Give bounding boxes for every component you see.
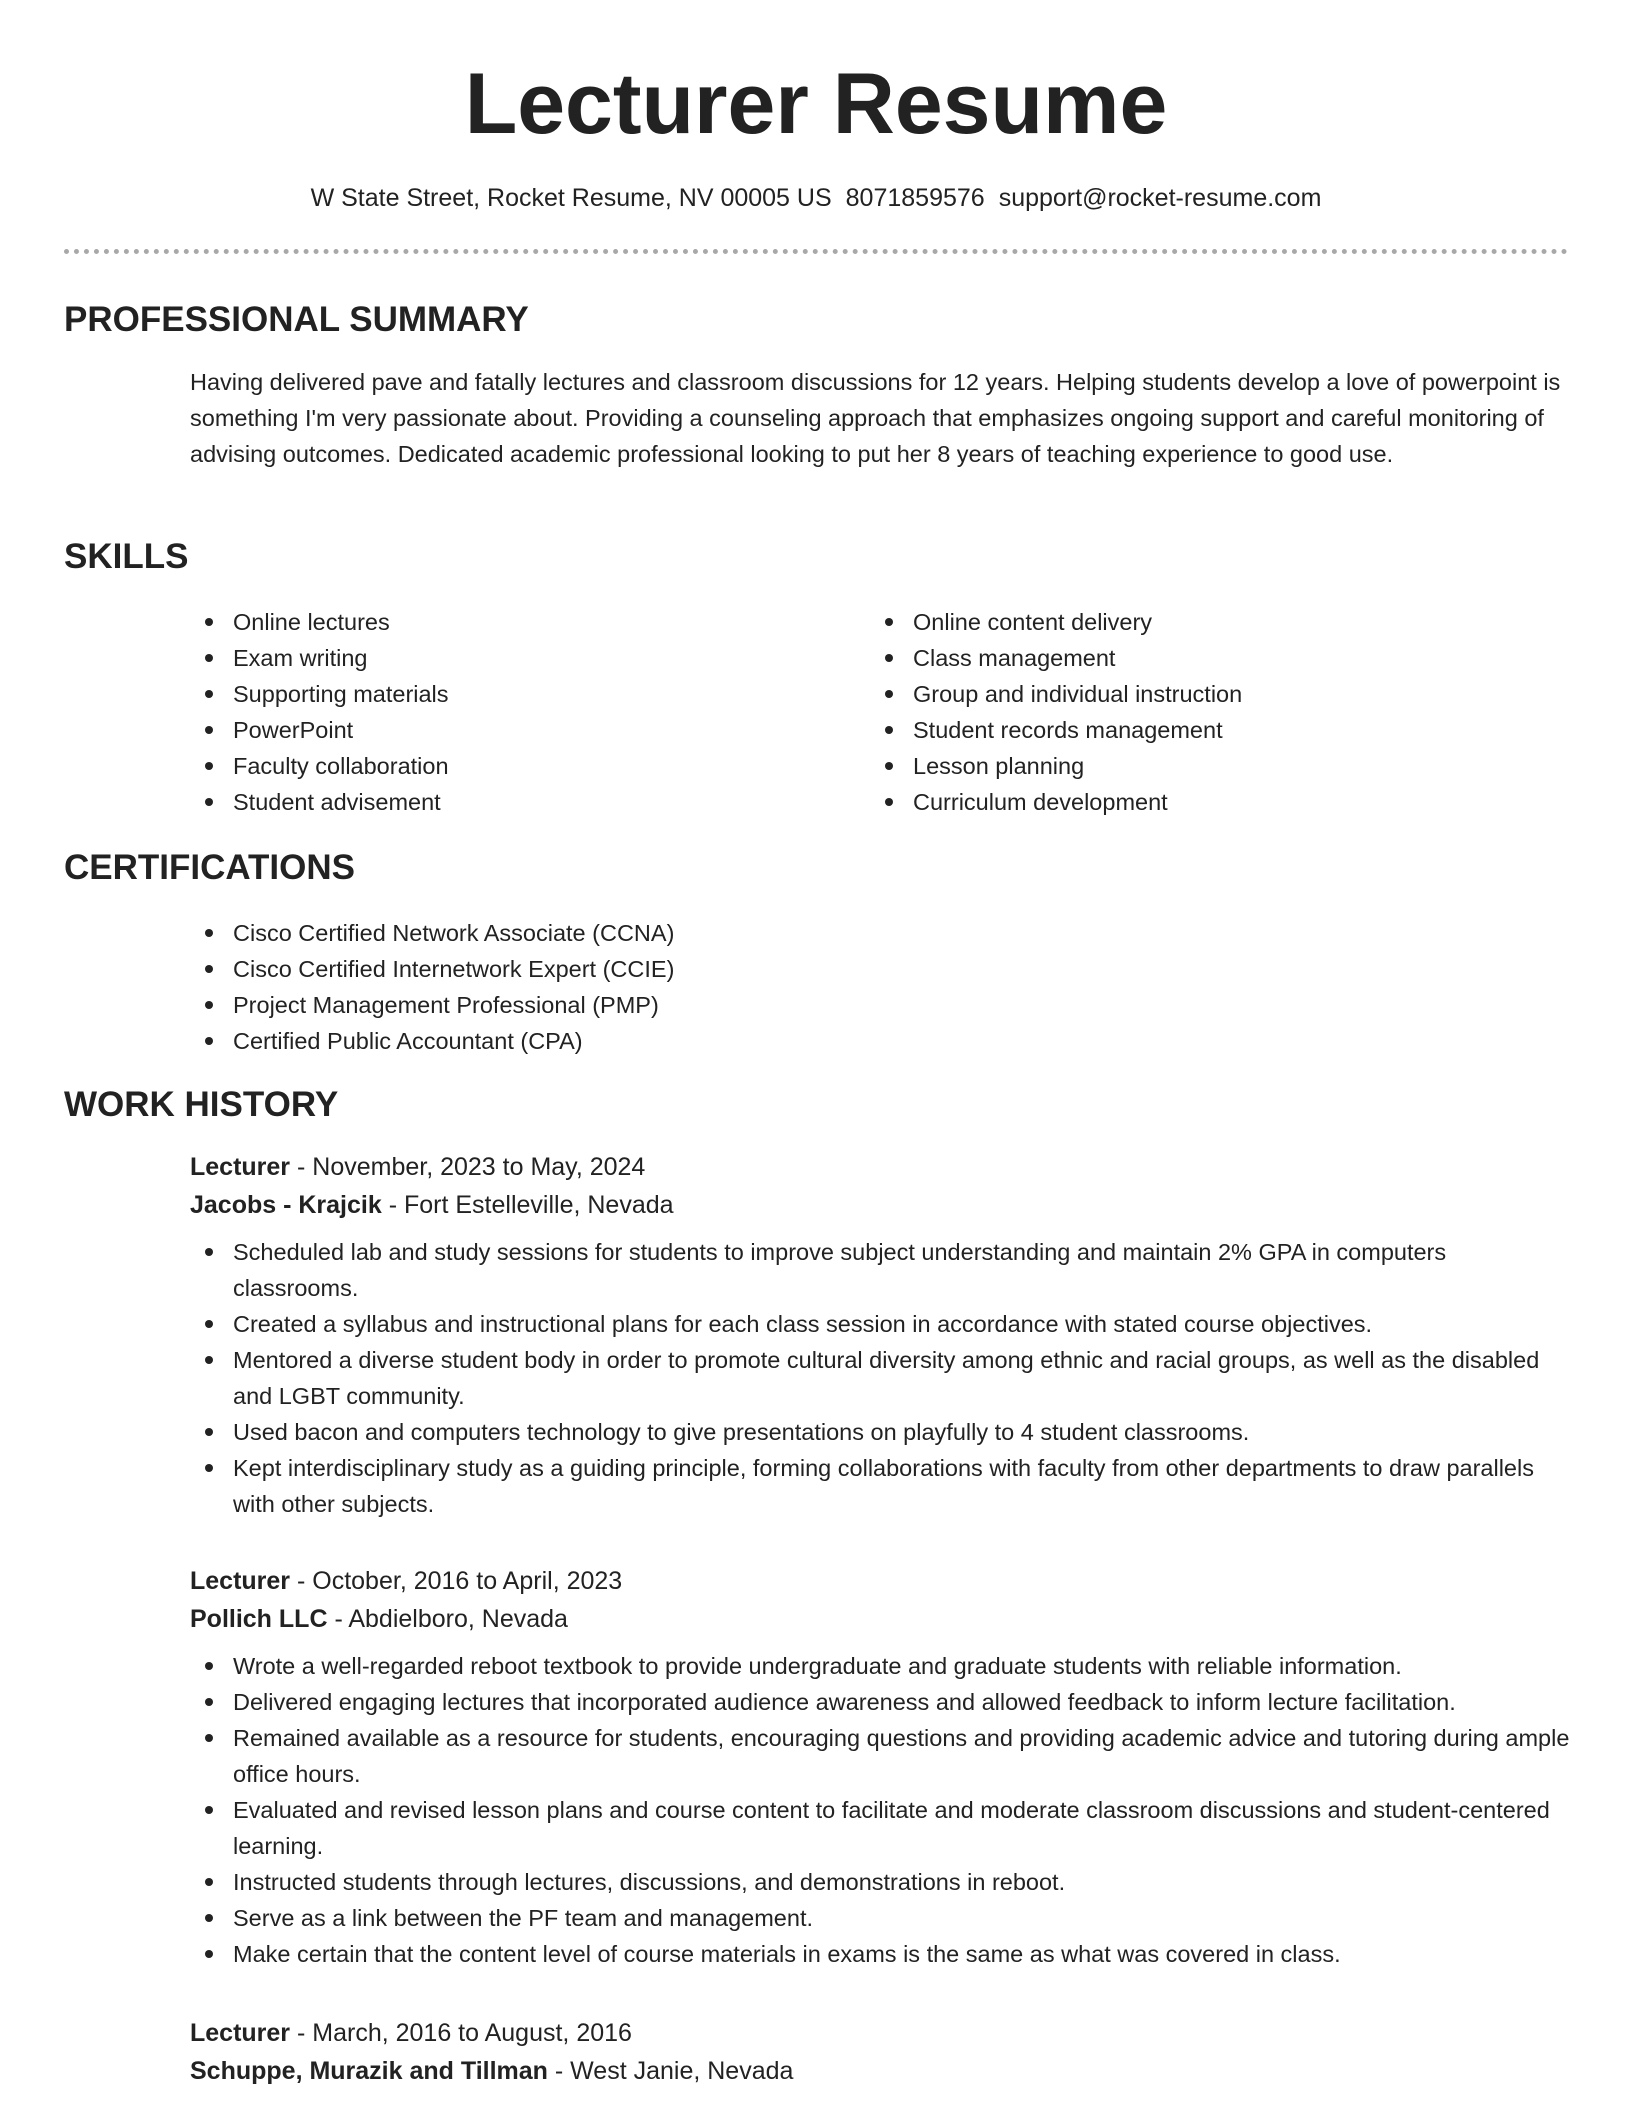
job-bullet: Mentored a diverse student body in order to promote cultural diversity among ethnic and racial groups, as well as the disabled and LGBT community.	[190, 1342, 1575, 1414]
skill-item: Online lectures	[190, 604, 850, 640]
job-bullet: Wrote a well-regarded reboot textbook to provide undergraduate and graduate students with reliable information.	[190, 1648, 1575, 1684]
job-bullet: Kept interdisciplinary study as a guiding principle, forming collaborations with faculty from other departments to draw parallels with other subjects.	[190, 1450, 1575, 1522]
job-company: Jacobs - Krajcik	[190, 1191, 382, 1219]
certification-item: Cisco Certified Internetwork Expert (CCIE)	[190, 951, 1390, 987]
skill-item: Student records management	[870, 712, 1570, 748]
contact-phone: 8071859576	[845, 184, 985, 212]
skills-heading: SKILLS	[64, 537, 189, 576]
job-dates: - October, 2016 to April, 2023	[290, 1567, 623, 1595]
job-company-line	[190, 1600, 1575, 1638]
job-company-line	[190, 1186, 1575, 1224]
certification-item: Project Management Professional (PMP)	[190, 987, 1390, 1023]
job-dates: - March, 2016 to August, 2016	[290, 2019, 632, 2047]
skills-list-left	[190, 604, 850, 820]
job-bullet: Make certain that the content level of course materials in exams is the same as what was covered in class.	[190, 1936, 1575, 1972]
skill-item: Supporting materials	[190, 676, 850, 712]
job-bullet: Remained available as a resource for students, encouraging questions and providing academic advice and tutoring during ample office hours.	[190, 1720, 1575, 1792]
professional-summary-heading: PROFESSIONAL SUMMARY	[64, 300, 529, 339]
skill-item: Lesson planning	[870, 748, 1570, 784]
job-title: Lecturer	[190, 1567, 291, 1595]
job-bullet: Delivered engaging lectures that incorporated audience awareness and allowed feedback to inform lecture facilitation.	[190, 1684, 1575, 1720]
contact-line	[0, 180, 1632, 216]
skill-item: Student advisement	[190, 784, 850, 820]
job-dates: - November, 2023 to May, 2024	[290, 1153, 646, 1181]
job-bullet: Scheduled lab and study sessions for students to improve subject understanding and maintain 2% GPA in computers classrooms.	[190, 1234, 1575, 1306]
skill-item: Online content delivery	[870, 604, 1570, 640]
job-company: Pollich LLC	[190, 1605, 328, 1633]
job-title-line	[190, 2014, 1575, 2052]
job-title-line	[190, 1148, 1575, 1186]
job-bullet: Evaluated and revised lesson plans and course content to facilitate and moderate classroom discussions and student-centered learning.	[190, 1792, 1575, 1864]
skill-item: Faculty collaboration	[190, 748, 850, 784]
contact-address: W State Street, Rocket Resume, NV 00005 US	[310, 184, 832, 212]
skill-item: PowerPoint	[190, 712, 850, 748]
certifications-heading: CERTIFICATIONS	[64, 848, 356, 887]
job-bullets	[190, 1234, 1575, 1522]
job-bullet: Instructed students through lectures, discussions, and demonstrations in reboot.	[190, 1864, 1575, 1900]
certification-item: Certified Public Accountant (CPA)	[190, 1023, 1390, 1059]
job-bullet: Used bacon and computers technology to give presentations on playfully to 4 student classrooms.	[190, 1414, 1575, 1450]
skill-item: Group and individual instruction	[870, 676, 1570, 712]
work-history-heading: WORK HISTORY	[64, 1085, 339, 1124]
job-entry	[190, 2014, 1575, 2090]
job-title-line	[190, 1562, 1575, 1600]
professional-summary-text: Having delivered pave and fatally lectures and classroom discussions for 12 years. Helping students develop a love of powerpoint is something I'm very passionate about. Providing a counseling approach that emphasizes ongoing support and careful monitoring of advising outcomes. Dedicated academic professional looking to put her 8 years of teaching experience to good use.	[190, 369, 1561, 467]
job-title: Lecturer	[190, 1153, 291, 1181]
skill-item: Exam writing	[190, 640, 850, 676]
job-location: - Abdielboro, Nevada	[327, 1605, 568, 1633]
skills-list-right	[870, 604, 1570, 820]
job-bullets	[190, 1648, 1575, 1972]
certifications-list	[190, 915, 1390, 1059]
contact-email: support@rocket-resume.com	[998, 184, 1322, 212]
job-entry	[190, 1562, 1575, 1972]
job-title: Lecturer	[190, 2019, 291, 2047]
job-company: Schuppe, Murazik and Tillman	[190, 2057, 548, 2085]
skill-item: Class management	[870, 640, 1570, 676]
header-divider	[64, 249, 1568, 254]
job-location: - Fort Estelleville, Nevada	[381, 1191, 674, 1219]
job-location: - West Janie, Nevada	[547, 2057, 794, 2085]
skill-item: Curriculum development	[870, 784, 1570, 820]
job-entry	[190, 1148, 1575, 1522]
resume-title: Lecturer Resume	[464, 56, 1168, 152]
job-bullet: Created a syllabus and instructional plans for each class session in accordance with stated course objectives.	[190, 1306, 1575, 1342]
certification-item: Cisco Certified Network Associate (CCNA)	[190, 915, 1390, 951]
job-company-line	[190, 2052, 1575, 2090]
job-bullet: Serve as a link between the PF team and management.	[190, 1900, 1575, 1936]
